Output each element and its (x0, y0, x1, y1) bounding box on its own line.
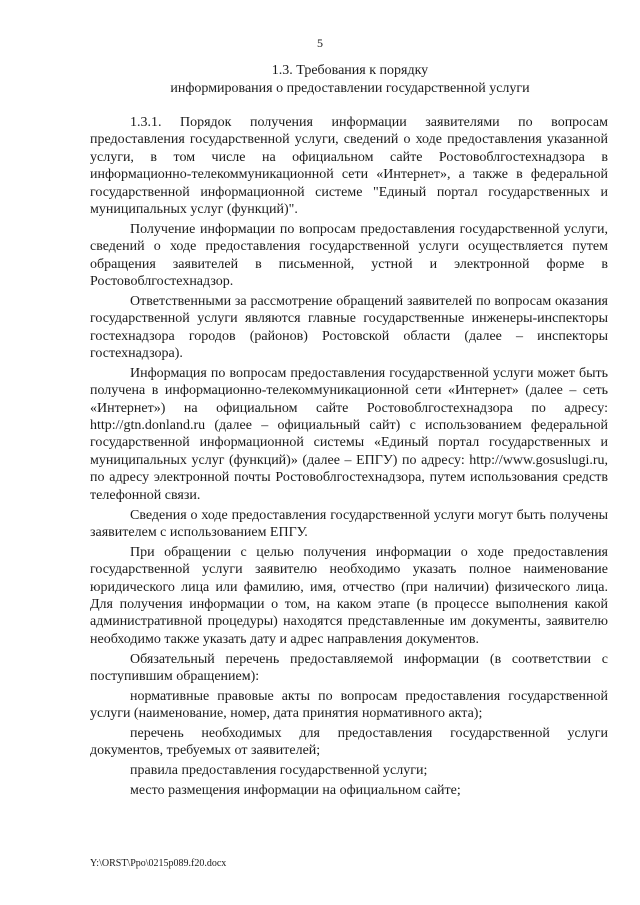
section-heading-line-1: 1.3. Требования к порядку (271, 63, 429, 78)
paragraph: Информация по вопросам предоставления государственной услуги может быть получена в информационно-телекоммуникационной сети «Интернет» (далее – сеть «Интернет») на официальном сайте Ростовоблгостехнадзора по адресу: http://gtn.donland.ru (далее – официальный сайт) с использованием федеральной государственной информационной системы «Единый портал государственных и муниципальных услуг (функций)» (далее – ЕПГУ) по адресу: http://www.gosuslugi.ru, по адресу электронной почты Ростовоблгостехнадзора, путем использования средств телефонной связи. (90, 365, 608, 503)
paragraph: Ответственными за рассмотрение обращений заявителей по вопросам оказания государственной услуги являются главные государственные инженеры-инспекторы гостехнадзора городов (районов) Ростовской области (далее – инспекторы гостехнадзора). (90, 293, 608, 362)
paragraph: место размещения информации на официальном сайте; (130, 782, 461, 798)
paragraph: 1.3.1. Порядок получения информации заявителями по вопросам предоставления государственной услуги, сведений о ходе предоставления указанной услуги, в том числе на официальном сайте Ростовоблгостехнадзора в информационно-телекоммуникационной сети «Интернет», а также в федеральной государственной информационной системе "Единый портал государственных и муниципальных услуг (функций)". (90, 115, 608, 218)
paragraph: нормативные правовые акты по вопросам предоставления государственной услуги (наименование, номер, дата принятия нормативного акта); (90, 688, 608, 722)
paragraph: перечень необходимых для предоставления государственной услуги документов, требуемых от заявителей; (90, 725, 608, 759)
paragraph: При обращении с целью получения информации о ходе предоставления государственной услуги заявителю необходимо указать полное наименование юридического лица или фамилию, имя, отчество (при наличии) физического лица. Для получения информации о том, на каком этапе (в процессе выполнения какой административной процедуры) находятся представленные им документы, заявителю необходимо также указать дату и адрес направления документов. (90, 544, 608, 647)
paragraph: Сведения о ходе предоставления государственной услуги могут быть получены заявителем с использованием ЕПГУ. (90, 507, 608, 540)
footer-file-path: Y:\ORST\Ppo\0215p089.f20.docx (90, 858, 227, 869)
paragraph: правила предоставления государственной услуги; (130, 763, 428, 779)
document-body (90, 114, 608, 802)
paragraph: Обязательный перечень предоставляемой информации (в соответствии с поступившим обращением): (90, 651, 608, 684)
page-number: 5 (317, 36, 323, 50)
section-heading (118, 62, 582, 98)
section-heading-line-2: информирования о предоставлении государственной услуги (170, 81, 530, 96)
paragraph: Получение информации по вопросам предоставления государственной услуги, сведений о ходе предоставления государственной услуги осуществляется путем обращения заявителей в письменной, устной и электронной форме в Ростовоблгостехнадзор. (90, 221, 608, 290)
